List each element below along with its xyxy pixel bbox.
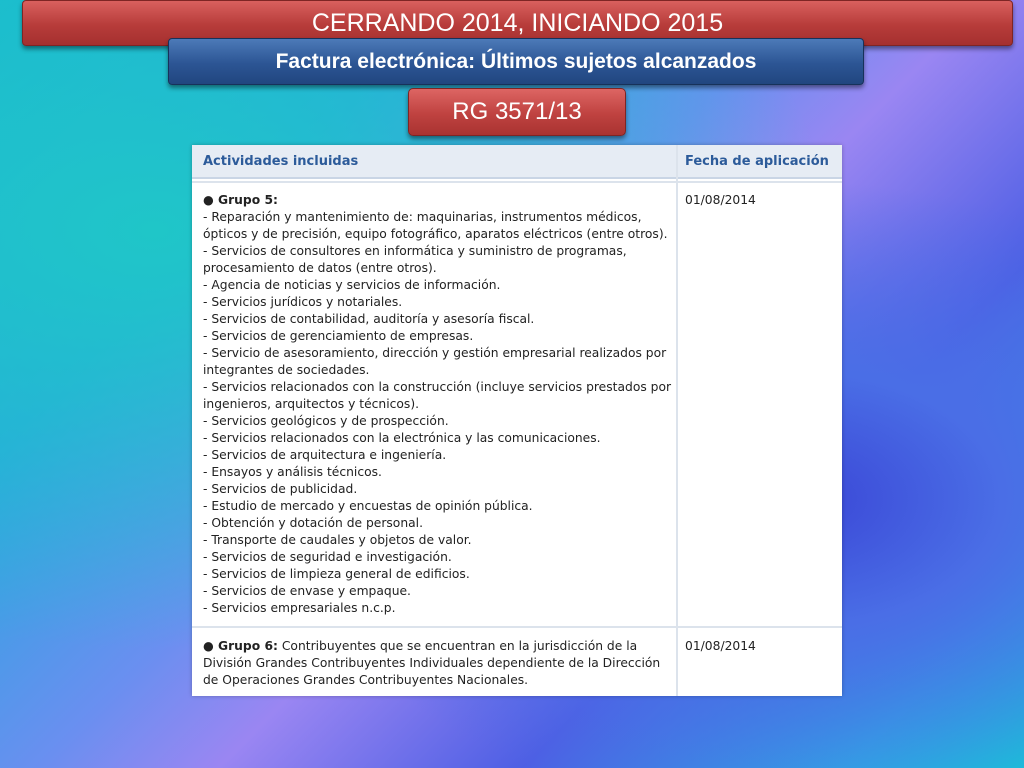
date-grupo-6: 01/08/2014 bbox=[685, 639, 756, 653]
column-divider bbox=[676, 145, 678, 696]
list-item: - Servicio de asesoramiento, dirección y gestión empresarial realizados por bbox=[203, 346, 667, 360]
list-item: - Servicios de contabilidad, auditoría y asesoría fiscal. bbox=[203, 312, 535, 326]
slide-title: CERRANDO 2014, INICIANDO 2015 bbox=[22, 0, 1013, 46]
group-heading bbox=[203, 638, 673, 655]
row-separator bbox=[192, 626, 842, 628]
group-heading bbox=[203, 192, 673, 209]
list-item: - Servicios de arquitectura e ingeniería. bbox=[203, 448, 447, 462]
table-row-grupo-6 bbox=[203, 638, 673, 689]
table-row-grupo-5 bbox=[203, 192, 673, 617]
list-item: - Reparación y mantenimiento de: maquinarias, instrumentos médicos, bbox=[203, 210, 642, 224]
list-item: - Servicios de limpieza general de edificios. bbox=[203, 567, 470, 581]
list-item: de Operaciones Grandes Contribuyentes Nacionales. bbox=[203, 673, 529, 687]
list-item: - Servicios geológicos y de prospección. bbox=[203, 414, 449, 428]
group-label: ● Grupo 6: bbox=[203, 639, 278, 653]
list-item: - Obtención y dotación de personal. bbox=[203, 516, 423, 530]
list-item: - Servicios empresariales n.c.p. bbox=[203, 601, 396, 615]
list-item: - Servicios de publicidad. bbox=[203, 482, 358, 496]
header-activities: Actividades incluidas bbox=[192, 145, 676, 179]
list-item: - Estudio de mercado y encuestas de opinión pública. bbox=[203, 499, 533, 513]
group-label: ● Grupo 5: bbox=[203, 193, 278, 207]
list-item: - Servicios de envase y empaque. bbox=[203, 584, 411, 598]
list-item: - Servicios de gerenciamiento de empresas. bbox=[203, 329, 474, 343]
list-item: integrantes de sociedades. bbox=[203, 363, 370, 377]
list-item: - Agencia de noticias y servicios de información. bbox=[203, 278, 501, 292]
activities-table bbox=[192, 145, 842, 696]
list-item: - Transporte de caudales y objetos de valor. bbox=[203, 533, 472, 547]
list-item: - Servicios de seguridad e investigación. bbox=[203, 550, 452, 564]
list-item: - Servicios de consultores en informática y suministro de programas, bbox=[203, 244, 627, 258]
list-item: División Grandes Contribuyentes Individuales dependiente de la Dirección bbox=[203, 656, 661, 670]
list-item: ópticos y de precisión, equipo fotográfico, aparatos eléctricos (entre otros). bbox=[203, 227, 668, 241]
list-item: - Servicios jurídicos y notariales. bbox=[203, 295, 403, 309]
slide-subtitle: Factura electrónica: Últimos sujetos alcanzados bbox=[168, 38, 864, 85]
list-item: - Servicios relacionados con la construcción (incluye servicios prestados por bbox=[203, 380, 672, 394]
row-separator bbox=[192, 181, 842, 183]
list-item: procesamiento de datos (entre otros). bbox=[203, 261, 437, 275]
list-item: - Servicios relacionados con la electrónica y las comunicaciones. bbox=[203, 431, 601, 445]
list-item: - Ensayos y análisis técnicos. bbox=[203, 465, 382, 479]
regulation-badge: RG 3571/13 bbox=[408, 88, 626, 136]
list-item: ingenieros, arquitectos y técnicos). bbox=[203, 397, 420, 411]
date-grupo-5: 01/08/2014 bbox=[685, 193, 756, 207]
group-description: Contribuyentes que se encuentran en la jurisdicción de la bbox=[277, 639, 638, 653]
header-date: Fecha de aplicación bbox=[678, 145, 842, 179]
